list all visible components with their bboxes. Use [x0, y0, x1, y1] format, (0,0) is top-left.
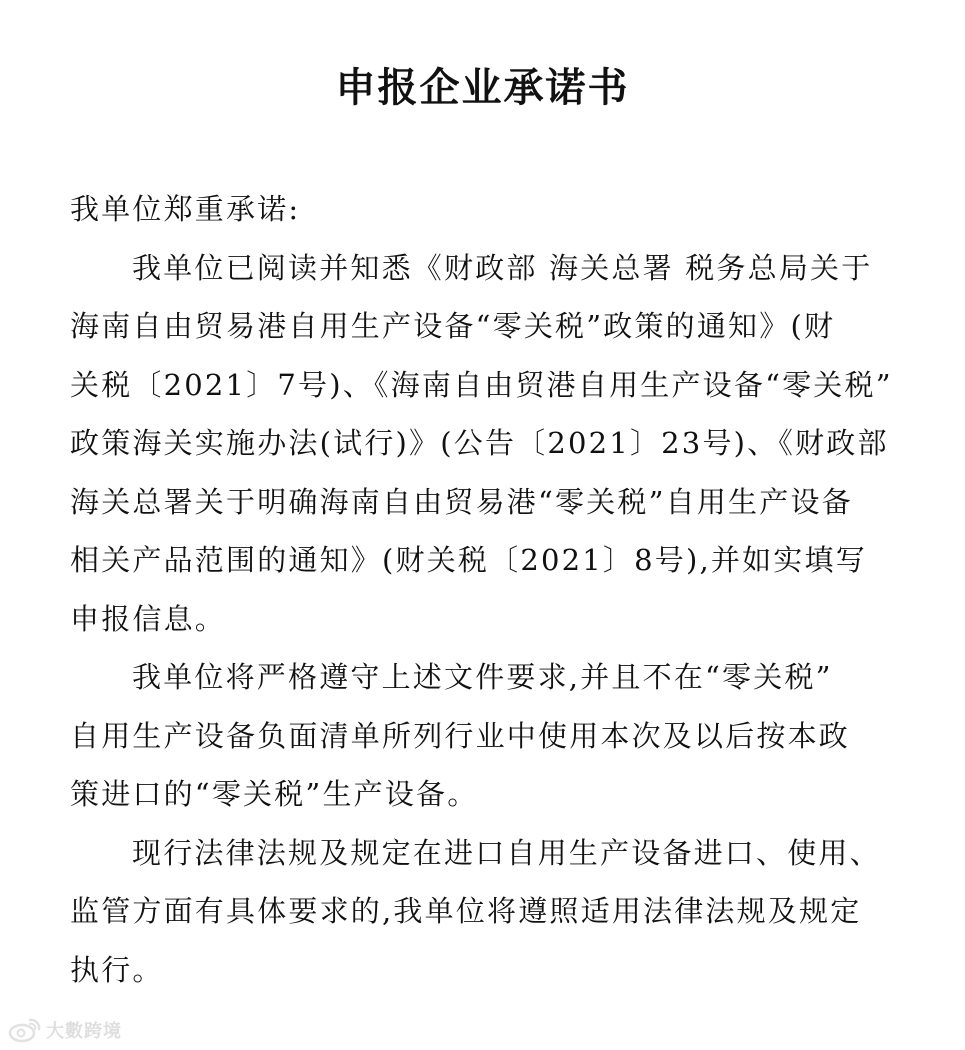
paragraph-1-line-2: 海南自由贸易港自用生产设备“零关税”政策的通知》(财	[70, 309, 836, 343]
paragraph-3-line-3: 执行。	[70, 952, 164, 987]
document-title: 申报企业承诺书	[335, 64, 630, 111]
paragraph-1-line-6: 相关产品范围的通知》(财关税〔2021〕8号),并如实填写	[70, 543, 867, 577]
watermark	[8, 1013, 122, 1047]
paragraph-1-line-7: 申报信息。	[70, 601, 227, 636]
paragraph-1-line-3: 关税〔2021〕7号)、《海南自由贸港自用生产设备“零关税”	[70, 367, 893, 402]
paragraph-3-line-1: 现行法律法规及规定在进口自用生产设备进口、使用、	[132, 835, 881, 870]
watermark-text: 大數跨境	[46, 1021, 122, 1042]
paragraph-3-line-2: 监管方面有具体要求的,我单位将遵照适用法律法规及规定	[70, 894, 862, 928]
paragraph-1-line-5: 海关总署关于明确海南自由贸易港“零关税”自用生产设备	[70, 484, 853, 519]
paragraph-2-line-3: 策进口的“零关税”生产设备。	[70, 777, 479, 811]
document-body	[70, 180, 893, 999]
paragraph-1-line-4: 政策海关实施办法(试行)》(公告〔2021〕23号)、《财政部	[70, 426, 889, 460]
paragraph-2-line-1: 我单位将严格遵守上述文件要求,并且不在“零关税”	[132, 660, 833, 694]
paragraph-1-line-1: 我单位已阅读并知悉《财政部 海关总署 税务总局关于	[132, 250, 873, 285]
weibo-logo-icon	[8, 1016, 42, 1044]
paragraph-2-line-2: 自用生产设备负面清单所列行业中使用本次及以后按本政	[70, 718, 851, 753]
salutation-line: 我单位郑重承诺:	[70, 192, 301, 226]
